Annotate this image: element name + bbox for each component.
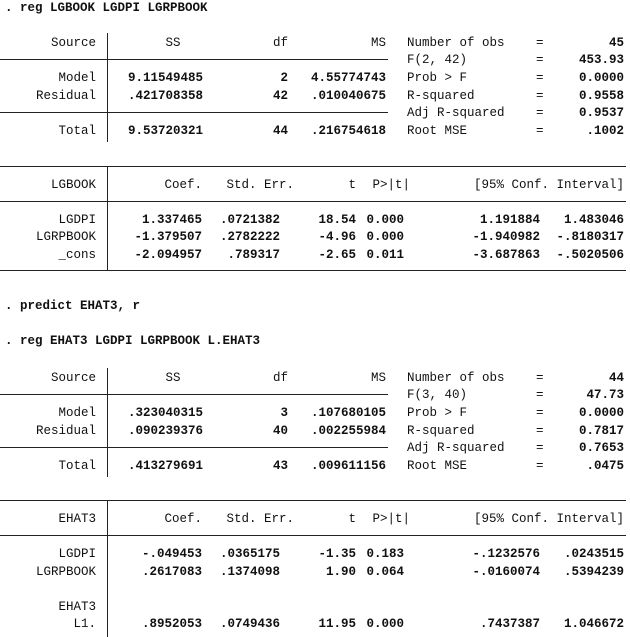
divider: [0, 394, 388, 395]
coef-var-name: _cons: [58, 248, 96, 262]
t-value: -4.96: [318, 230, 356, 244]
p-value: 0.011: [366, 248, 404, 262]
stat-equals: =: [536, 124, 544, 138]
coef-header-t: t: [348, 512, 356, 526]
coef-value: -2.094957: [134, 248, 202, 262]
stat-label-f: F(2, 42): [407, 53, 468, 67]
ci-upper: 1.046672: [563, 617, 624, 631]
divider: [0, 535, 626, 536]
stat-equals: =: [536, 36, 544, 50]
p-value: 0.183: [366, 547, 404, 561]
t-value: 1.90: [325, 565, 356, 579]
std-err-value: .2782222: [219, 230, 280, 244]
stat-value-adjr2: 0.9537: [578, 106, 624, 120]
coef-value: .8952053: [141, 617, 202, 631]
command-predict: . predict EHAT3, r: [5, 299, 141, 313]
anova-residual-ms: .010040675: [310, 89, 386, 103]
coef-header-se: Std. Err.: [226, 512, 294, 526]
anova-header-ss: SS: [165, 36, 181, 50]
anova-total-ms: .009611156: [310, 459, 386, 473]
anova-model-df: 3: [280, 406, 288, 420]
p-value: 0.000: [366, 230, 404, 244]
anova-header-source: Source: [50, 371, 96, 385]
anova-total-df: 44: [272, 124, 288, 138]
t-value: -1.35: [318, 547, 356, 561]
command-reg1: . reg LGBOOK LGDPI LGRPBOOK: [5, 1, 208, 15]
coef-header-t: t: [348, 178, 356, 192]
coef-header-depvar: LGBOOK: [50, 178, 96, 192]
coef-header-coef: Coef.: [164, 178, 202, 192]
coef-var-name: LGRPBOOK: [35, 230, 96, 244]
stat-value-probf: 0.0000: [578, 71, 624, 85]
anova-label-model: Model: [58, 71, 96, 85]
divider: [0, 166, 626, 167]
coef-var-name: LGRPBOOK: [35, 565, 96, 579]
t-value: -2.65: [318, 248, 356, 262]
anova-residual-ms: .002255984: [310, 424, 386, 438]
stat-equals: =: [536, 459, 544, 473]
ci-lower: 1.191884: [479, 213, 540, 227]
stat-value-nobs: 44: [608, 371, 624, 385]
stat-value-f: 47.73: [586, 388, 624, 402]
coef-header-se: Std. Err.: [226, 178, 294, 192]
stat-label-rmse: Root MSE: [407, 124, 468, 138]
stat-equals: =: [536, 71, 544, 85]
anova-model-ss: .323040315: [128, 406, 204, 420]
anova-model-ms: .107680105: [310, 406, 386, 420]
stat-equals: =: [536, 53, 544, 67]
stat-label-r2: R-squared: [407, 89, 475, 103]
stat-equals: =: [536, 441, 544, 455]
anova-header-df: df: [272, 36, 288, 50]
coef-header-depvar: EHAT3: [58, 512, 96, 526]
anova-residual-ss: .421708358: [128, 89, 204, 103]
p-value: 0.000: [366, 213, 404, 227]
t-value: 11.95: [318, 617, 356, 631]
stat-label-adjr2: Adj R-squared: [407, 441, 505, 455]
p-value: 0.064: [366, 565, 404, 579]
ci-lower: -1.940982: [472, 230, 540, 244]
stat-equals: =: [536, 106, 544, 120]
std-err-value: .0749436: [219, 617, 280, 631]
anova-header-df: df: [272, 371, 288, 385]
stat-label-probf: Prob > F: [407, 406, 468, 420]
stat-value-probf: 0.0000: [578, 406, 624, 420]
anova-label-total: Total: [58, 459, 96, 473]
anova-model-ss: 9.11549485: [128, 71, 204, 85]
coef-value: -1.379507: [134, 230, 202, 244]
coef-var-name: L1.: [73, 617, 96, 631]
ci-lower: .7437387: [479, 617, 540, 631]
stat-label-f: F(3, 40): [407, 388, 468, 402]
anova-label-model: Model: [58, 406, 96, 420]
coef-header-p: P>|t|: [372, 512, 410, 526]
stat-equals: =: [536, 89, 544, 103]
coef-header-coef: Coef.: [164, 512, 202, 526]
stat-label-probf: Prob > F: [407, 71, 468, 85]
divider: [0, 447, 388, 448]
anova-total-df: 43: [272, 459, 288, 473]
coef-header-p: P>|t|: [372, 178, 410, 192]
divider: [107, 368, 108, 477]
anova-label-residual: Residual: [35, 89, 96, 103]
coef-value: .2617083: [141, 565, 202, 579]
ci-upper: -.8180317: [556, 230, 624, 244]
divider: [0, 500, 626, 501]
ci-upper: .0243515: [563, 547, 624, 561]
stat-value-f: 453.93: [578, 53, 624, 67]
ci-lower: -.0160074: [472, 565, 540, 579]
stat-value-rmse: .0475: [586, 459, 624, 473]
anova-header-source: Source: [50, 36, 96, 50]
divider: [0, 112, 388, 113]
command-reg2: . reg EHAT3 LGDPI LGRPBOOK L.EHAT3: [5, 334, 261, 348]
anova-model-df: 2: [280, 71, 288, 85]
std-err-value: .0365175: [219, 547, 280, 561]
divider: [0, 59, 388, 60]
coef-var-name: LGDPI: [58, 547, 96, 561]
anova-total-ss: 9.53720321: [128, 124, 204, 138]
ci-lower: -3.687863: [472, 248, 540, 262]
stat-label-nobs: Number of obs: [407, 36, 505, 50]
ci-upper: -.5020506: [556, 248, 624, 262]
anova-total-ms: .216754618: [310, 124, 386, 138]
divider: [107, 33, 108, 142]
coef-var-name: LGDPI: [58, 213, 96, 227]
anova-residual-ss: .090239376: [128, 424, 204, 438]
stat-value-adjr2: 0.7653: [578, 441, 624, 455]
anova-total-ss: .413279691: [128, 459, 204, 473]
anova-label-residual: Residual: [35, 424, 96, 438]
stat-equals: =: [536, 406, 544, 420]
ci-upper: .5394239: [563, 565, 624, 579]
coef-header-ci: [95% Conf. Interval]: [473, 178, 624, 192]
anova-residual-df: 40: [272, 424, 288, 438]
stat-value-nobs: 45: [608, 36, 624, 50]
anova-model-ms: 4.55774743: [310, 71, 386, 85]
anova-header-ss: SS: [165, 371, 181, 385]
stat-value-r2: 0.9558: [578, 89, 624, 103]
divider: [0, 201, 626, 202]
stat-label-adjr2: Adj R-squared: [407, 106, 505, 120]
stat-label-rmse: Root MSE: [407, 459, 468, 473]
stat-equals: =: [536, 424, 544, 438]
stat-label-r2: R-squared: [407, 424, 475, 438]
coef-value: -.049453: [141, 547, 202, 561]
std-err-value: .789317: [227, 248, 280, 262]
stat-label-nobs: Number of obs: [407, 371, 505, 385]
p-value: 0.000: [366, 617, 404, 631]
coef-value: 1.337465: [141, 213, 202, 227]
anova-label-total: Total: [58, 124, 96, 138]
stat-value-rmse: .1002: [586, 124, 624, 138]
std-err-value: .0721382: [219, 213, 280, 227]
stat-equals: =: [536, 371, 544, 385]
divider: [0, 270, 626, 271]
ci-upper: 1.483046: [563, 213, 624, 227]
coef-header-ci: [95% Conf. Interval]: [473, 512, 624, 526]
coef-group-label: EHAT3: [58, 600, 96, 614]
stat-equals: =: [536, 388, 544, 402]
stat-value-r2: 0.7817: [578, 424, 624, 438]
t-value: 18.54: [318, 213, 356, 227]
anova-header-ms: MS: [370, 371, 386, 385]
anova-header-ms: MS: [370, 36, 386, 50]
anova-residual-df: 42: [272, 89, 288, 103]
std-err-value: .1374098: [219, 565, 280, 579]
ci-lower: -.1232576: [472, 547, 540, 561]
